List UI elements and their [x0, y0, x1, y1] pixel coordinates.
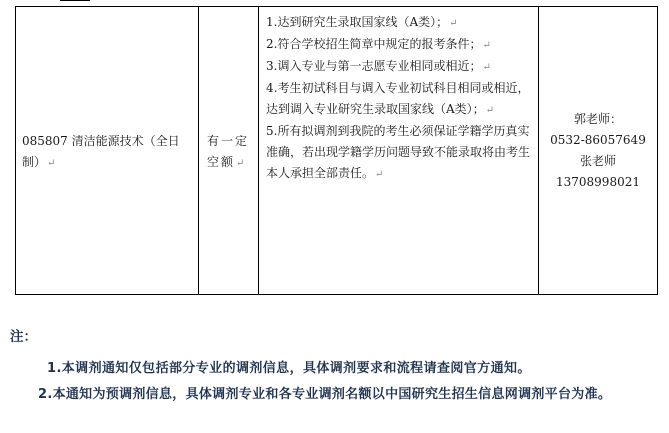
requirement-item: 2.符合学校招生简章中规定的报考条件；↵ [266, 37, 491, 51]
contact-phone: 13708998021 [556, 175, 640, 189]
quota-cell [207, 131, 257, 174]
major-text: 085807 清洁能源技术（全日制） [22, 134, 180, 169]
return-mark: ↵ [47, 158, 56, 169]
requirement-item: 4.考生初试科目与调入专业初试科目相同或相近，达到调入专业研究生录取国家线（A类）；↵ [266, 81, 530, 116]
requirements-cell [266, 12, 534, 185]
major-cell [22, 131, 194, 174]
requirement-item: 3.调入专业与第一志愿专业相同或相近；↵ [266, 59, 491, 73]
requirement-item: 1.达到研究生录取国家线（A类）；↵ [266, 15, 458, 29]
contact-line: 张老师 [579, 154, 616, 168]
return-mark: ↵ [236, 158, 247, 169]
adjustment-table [15, 6, 658, 295]
quota-text: 有一定空额 [207, 134, 250, 169]
notes-heading: 注： [10, 329, 37, 345]
note-item: 2.本通知为预调剂信息，具体调剂专业和各专业调剂名额以中国研究生招生信息网调剂平台为准。 [38, 387, 612, 402]
requirement-item: 5.所有拟调剂到我院的考生必须保证学籍学历真实准确，若出现学籍学历问题导致不能录取将由考生本人承担全部责任。↵ [266, 124, 531, 180]
contact-phone: 0532-86057649 [550, 133, 646, 147]
note-item: 1.本调剂通知仅包括部分专业的调剂信息，具体调剂要求和流程请查阅官方通知。 [47, 361, 531, 376]
contact-cell [539, 109, 657, 193]
contact-line: 郭老师： [573, 112, 622, 126]
